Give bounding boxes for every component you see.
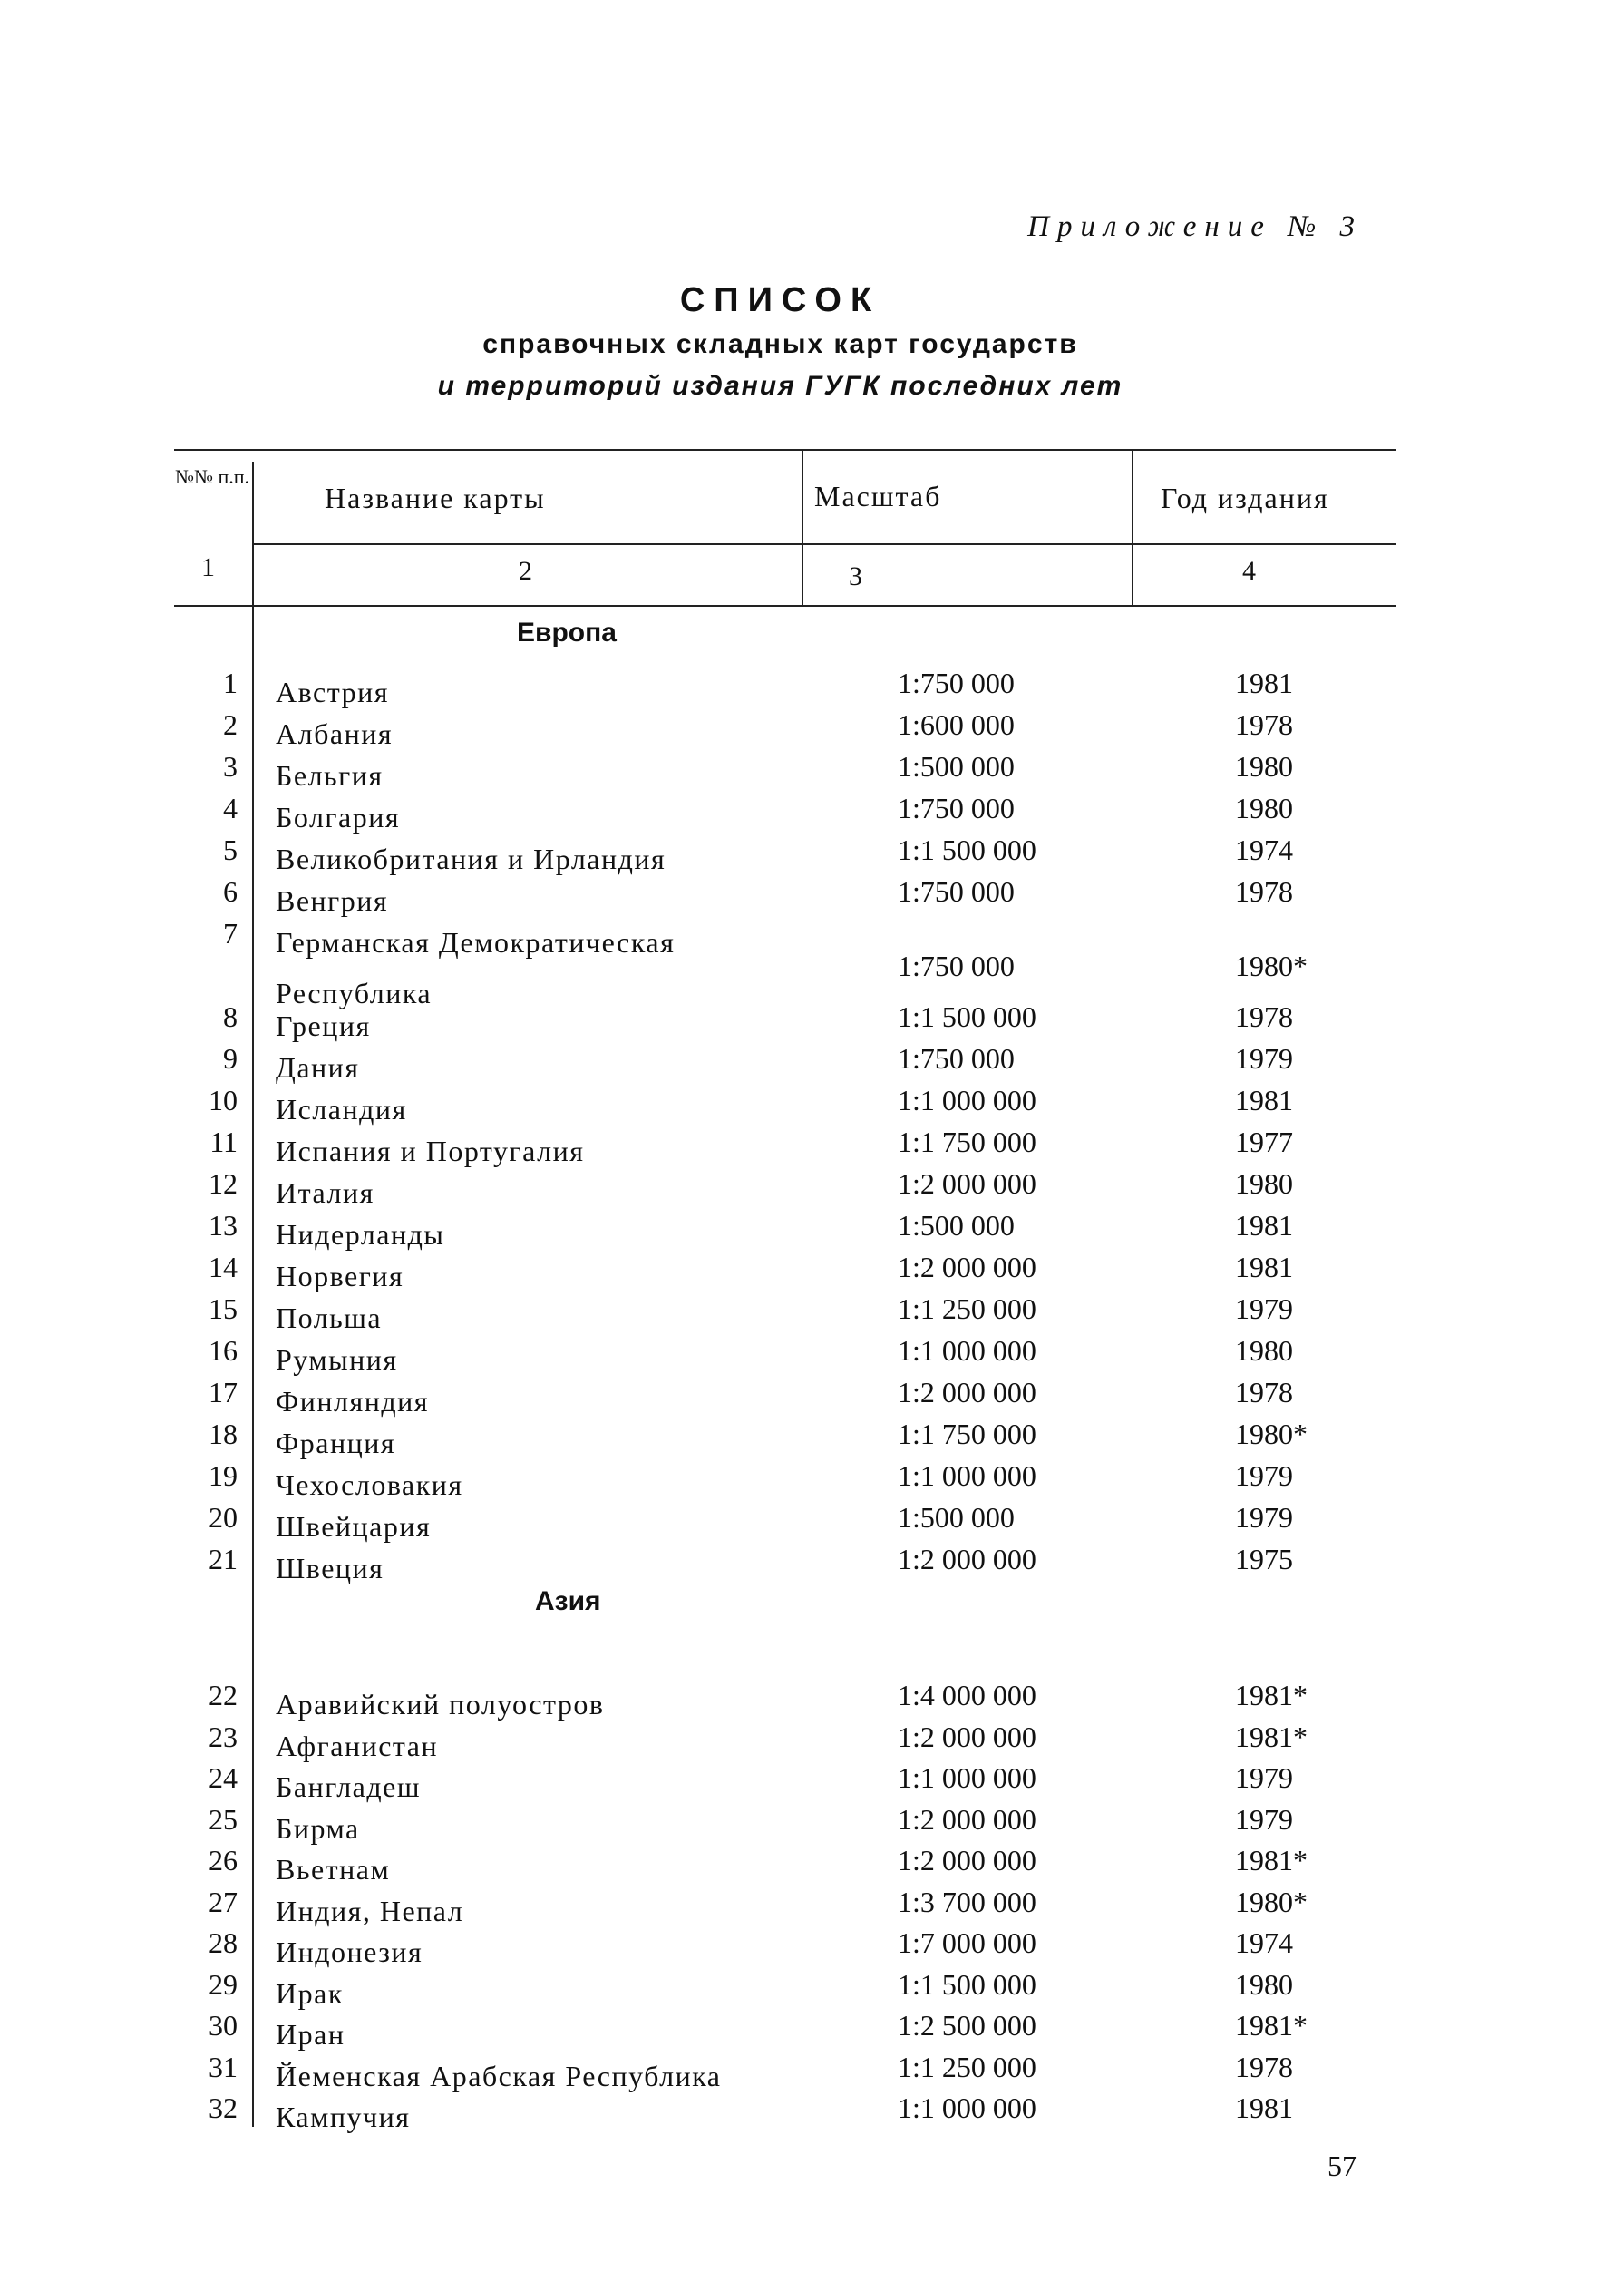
row-scale: 1:2 000 000 [898,1376,1036,1409]
row-map-name: Венгрия [276,884,389,917]
row-number: 13 [209,1209,238,1242]
table-row [174,1968,1396,2010]
colnum-3: 3 [849,561,862,591]
row-year: 1979 [1235,1459,1293,1492]
row-scale: 1:7 000 000 [898,1926,1036,1959]
row-year: 1981 [1235,1209,1293,1242]
row-number: 25 [209,1802,238,1836]
row-number: 28 [209,1926,238,1959]
document-title [0,281,1561,402]
table-row [174,750,1396,792]
row-map-name: Ирак [276,1976,344,2010]
row-year: 1978 [1235,708,1293,741]
row-scale: 1:1 250 000 [898,1292,1036,1325]
row-year: 1980 [1235,750,1293,783]
row-scale: 1:1 500 000 [898,1967,1036,2001]
row-scale: 1:1 250 000 [898,2050,1036,2083]
colnum-bottom-rule [174,605,1396,607]
row-map-name: Польша [276,1301,383,1334]
row-year: 1980 [1235,1334,1293,1367]
row-scale: 1:500 000 [898,1501,1015,1534]
row-number: 30 [209,2009,238,2042]
row-year: 1981* [1235,1720,1308,1753]
row-scale: 1:2 000 000 [898,1167,1036,1200]
row-number: 16 [209,1334,238,1367]
row-year: 1978 [1235,1376,1293,1409]
row-map-name: Финляндия [276,1385,429,1418]
row-scale: 1:1 000 000 [898,1334,1036,1367]
table-row [174,792,1396,834]
row-number: 19 [209,1459,238,1492]
row-map-name: Чехословакия [276,1468,463,1501]
row-number: 31 [209,2050,238,2083]
row-scale: 1:500 000 [898,1209,1015,1242]
row-scale: 1:750 000 [898,792,1015,824]
row-year: 1980 [1235,1967,1293,2001]
row-map-name: Испания и Португалия [276,1135,585,1167]
row-number: 3 [223,750,238,783]
row-number: 10 [209,1084,238,1116]
table-row [174,2091,1396,2133]
row-number: 8 [223,1000,238,1033]
row-year: 1981 [1235,1251,1293,1283]
header-scale: Масштаб [814,480,942,512]
row-scale: 1:750 000 [898,875,1015,908]
row-map-name: Исландия [276,1093,407,1126]
row-year: 1981* [1235,1844,1308,1877]
row-scale: 1:1 750 000 [898,1418,1036,1450]
row-year: 1980* [1235,950,1308,982]
row-number: 5 [223,834,238,866]
row-number: 22 [209,1679,238,1711]
table-row [174,1543,1396,1584]
table-row [174,1721,1396,1762]
table-row [174,834,1396,875]
row-map-name: Греция [276,1009,371,1042]
colnum-4: 4 [1242,556,1256,586]
row-scale: 1:2 500 000 [898,2009,1036,2042]
row-map-name: Норвегия [276,1260,404,1292]
row-scale: 1:3 700 000 [898,1885,1036,1918]
table-row [174,667,1396,708]
row-map-name: Албания [276,717,394,750]
row-map-name: Швеция [276,1552,384,1584]
row-map-name: Индия, Непал [276,1894,464,1927]
row-scale: 1:2 000 000 [898,1720,1036,1753]
row-year: 1979 [1235,1501,1293,1534]
table-row [174,1844,1396,1886]
table-row [174,2009,1396,2051]
row-scale: 1:1 000 000 [898,2091,1036,2124]
table-top-rule [174,449,1396,451]
row-year: 1979 [1235,1042,1293,1075]
row-map-name: Болгария [276,801,401,834]
row-map-name: Германская Демократическая Республика [276,926,676,1009]
row-scale: 1:2 000 000 [898,1802,1036,1836]
row-scale: 1:2 000 000 [898,1251,1036,1283]
row-year: 1978 [1235,2050,1293,2083]
row-year: 1981* [1235,2009,1308,2042]
row-year: 1980 [1235,1167,1293,1200]
row-number: 6 [223,875,238,908]
table-row [174,1126,1396,1167]
row-map-name: Швейцария [276,1510,432,1543]
row-number: 7 [223,917,238,950]
table-row [174,1042,1396,1084]
row-scale: 1:4 000 000 [898,1679,1036,1711]
row-number: 4 [223,792,238,824]
row-map-name: Великобритания и Ирландия [276,843,666,875]
colnum-1: 1 [201,552,215,582]
row-number: 11 [209,1126,238,1158]
table-row [174,2051,1396,2092]
row-scale: 1:500 000 [898,750,1015,783]
section-title-europe: Европа [517,618,617,648]
row-scale: 1:2 000 000 [898,1844,1036,1877]
row-scale: 1:1 000 000 [898,1459,1036,1492]
title-line-2: справочных складных карт государств [482,329,1078,359]
row-map-name: Индонезия [276,1935,423,1968]
row-year: 1980 [1235,792,1293,824]
colnum-2: 2 [519,556,532,586]
row-scale: 1:2 000 000 [898,1543,1036,1575]
row-map-name: Вьетнам [276,1853,391,1886]
table-row [174,1084,1396,1126]
table-row [174,1251,1396,1292]
row-year: 1981 [1235,1084,1293,1116]
row-map-name: Бельгия [276,759,384,792]
table-row [174,1000,1396,1042]
row-map-name: Франция [276,1427,396,1459]
table-row [174,1292,1396,1334]
table-row [174,1761,1396,1803]
row-number: 24 [209,1761,238,1794]
row-map-name: Аравийский полуостров [276,1688,605,1721]
row-scale: 1:750 000 [898,950,1015,982]
row-number: 23 [209,1720,238,1753]
row-map-name: Дания [276,1051,360,1084]
row-scale: 1:1 500 000 [898,834,1036,866]
row-scale: 1:750 000 [898,1042,1015,1075]
row-number: 9 [223,1042,238,1075]
row-number: 1 [223,667,238,699]
row-map-name: Нидерланды [276,1218,445,1251]
row-map-name: Йеменская Арабская Республика [276,2059,722,2092]
appendix-label: Приложение № 3 [1027,210,1363,243]
table-row [174,1803,1396,1845]
table-row [174,1209,1396,1251]
row-year: 1979 [1235,1292,1293,1325]
row-map-name: Румыния [276,1343,398,1376]
row-map-name: Иран [276,2018,345,2051]
row-number: 2 [223,708,238,741]
row-scale: 1:1 000 000 [898,1084,1036,1116]
row-year: 1975 [1235,1543,1293,1575]
row-year: 1980* [1235,1418,1308,1450]
row-map-name: Италия [276,1176,374,1209]
table-row [174,1376,1396,1418]
row-number: 26 [209,1844,238,1877]
row-map-name: Бангладеш [276,1770,421,1803]
row-year: 1977 [1235,1126,1293,1158]
row-year: 1974 [1235,1926,1293,1959]
row-year: 1979 [1235,1802,1293,1836]
table-row [174,708,1396,750]
row-year: 1981* [1235,1679,1308,1711]
table-row [174,1459,1396,1501]
row-year: 1979 [1235,1761,1293,1794]
page-number: 57 [1327,2150,1357,2182]
row-map-name: Афганистан [276,1729,439,1762]
row-map-name: Кампучия [276,2101,411,2133]
title-line-1: СПИСОК [679,281,881,319]
row-map-name: Бирма [276,1811,360,1845]
section-title-asia: Азия [535,1586,601,1616]
row-scale: 1:750 000 [898,667,1015,699]
row-year: 1981 [1235,2091,1293,2124]
table-row [174,1167,1396,1209]
table-row [174,1334,1396,1376]
header-year: Год издания [1161,482,1329,514]
rule-col3 [1132,449,1133,605]
table-row [174,875,1396,917]
row-number: 18 [209,1418,238,1450]
row-number: 27 [209,1885,238,1918]
row-year: 1981 [1235,667,1293,699]
title-line-3: и территорий издания ГУГК последних лет [437,371,1123,401]
rule-col2 [802,449,803,605]
table-row [174,1418,1396,1459]
row-year: 1974 [1235,834,1293,866]
table-row [174,1926,1396,1968]
row-scale: 1:1 000 000 [898,1761,1036,1794]
row-number: 15 [209,1292,238,1325]
row-number: 14 [209,1251,238,1283]
table-row [174,1501,1396,1543]
row-number: 20 [209,1501,238,1534]
row-year: 1978 [1235,1000,1293,1033]
header-num: №№ п.п. [174,465,250,488]
table-row [174,1886,1396,1927]
table-row [174,917,1396,1009]
row-number: 12 [209,1167,238,1200]
row-year: 1978 [1235,875,1293,908]
row-number: 21 [209,1543,238,1575]
row-scale: 1:600 000 [898,708,1015,741]
row-number: 29 [209,1967,238,2001]
row-scale: 1:1 750 000 [898,1126,1036,1158]
table-row [174,1679,1396,1721]
row-scale: 1:1 500 000 [898,1000,1036,1033]
header-name: Название карты [325,482,546,514]
row-number: 17 [209,1376,238,1409]
row-map-name: Австрия [276,676,389,708]
header-bottom-rule [252,543,1396,545]
row-year: 1980* [1235,1885,1308,1918]
row-number: 32 [209,2091,238,2124]
